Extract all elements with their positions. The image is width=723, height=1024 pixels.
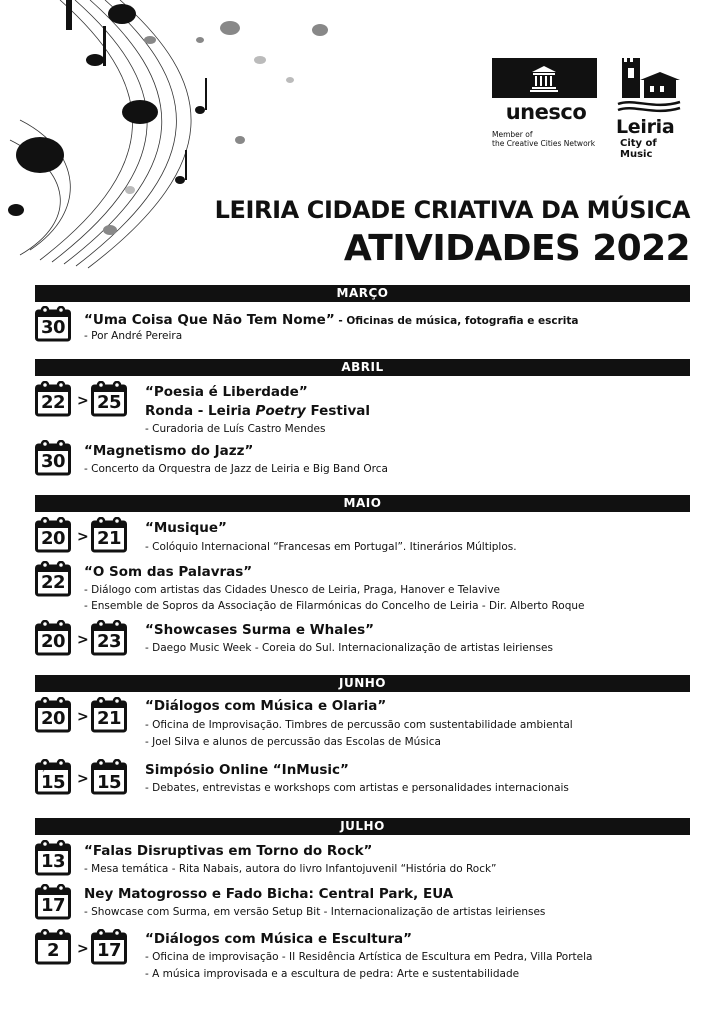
- event-title-part: Festival: [305, 403, 370, 419]
- range-arrow: >: [77, 941, 89, 957]
- event-detail: - Diálogo com artistas das Cidades Unesco de Leiria, Praga, Hanover e Telavive: [84, 584, 501, 596]
- calendar-icon: [35, 759, 71, 795]
- range-arrow: >: [77, 709, 89, 725]
- calendar-icon: [91, 620, 127, 656]
- event-detail: - Showcase com Surma, em versão Setup Bit - Internacionalização de artistas leirienses: [84, 906, 546, 918]
- calendar-icon: [35, 561, 71, 597]
- event-inline-desc: - Oficinas de música, fotografia e escrita: [334, 315, 579, 327]
- event-title: “Magnetismo do Jazz”: [84, 443, 254, 459]
- calendar-month-label: OUTUBRO: [93, 765, 125, 772]
- event-detail: - Oficina de Improvisação. Timbres de percussão com sustentabilidade ambiental: [145, 719, 573, 731]
- month-header-abril: ABRIL: [35, 359, 690, 376]
- calendar-day: 21: [96, 528, 122, 549]
- calendar-icon: [35, 306, 71, 342]
- calendar-icon: [35, 840, 71, 876]
- calendar-icon: [91, 697, 127, 733]
- page-subtitle: ATIVIDADES 2022: [343, 228, 690, 269]
- calendar-day: 30: [40, 451, 66, 472]
- unesco-name: unesco: [505, 100, 587, 124]
- event-detail: - Daego Music Week - Coreia do Sul. Internacionalização de artistas leirienses: [145, 642, 553, 654]
- calendar-day: 25: [96, 392, 122, 413]
- event-detail: - Por André Pereira: [84, 330, 183, 342]
- leiria-subtitle: City of Music: [620, 138, 657, 160]
- event-detail: - Concerto da Orquestra de Jazz de Leiria e Big Band Orca: [84, 463, 388, 475]
- event-title-part: Ronda - Leiria: [145, 403, 256, 419]
- unesco-logo-box: [492, 58, 597, 98]
- event-title: “Musique”: [145, 520, 227, 536]
- range-arrow: >: [77, 393, 89, 409]
- event-title-secondary: [145, 403, 370, 420]
- event-title-text: “Uma Coisa Que Não Tem Nome”: [84, 312, 335, 328]
- calendar-day: 20: [40, 528, 66, 549]
- calendar-day: 20: [40, 708, 66, 729]
- month-header-junho: JUNHO: [35, 675, 690, 692]
- event-title: Ney Matogrosso e Fado Bicha: Central Park, EUA: [84, 886, 454, 902]
- unesco-subtitle: [492, 130, 612, 148]
- calendar-day: 20: [40, 631, 66, 652]
- calendar-day: 22: [40, 392, 66, 413]
- calendar-icon: [35, 929, 71, 965]
- range-arrow: >: [77, 632, 89, 648]
- calendar-day: 22: [40, 572, 66, 593]
- event-detail: - Mesa temática - Rita Nabais, autora do livro Infantojuvenil “História do Rock”: [84, 863, 497, 875]
- event-detail: - Colóquio Internacional “Francesas em Portugal”. Itinerários Múltiplos.: [145, 541, 517, 553]
- calendar-icon: [35, 884, 71, 920]
- event-detail: - Debates, entrevistas e workshops com artistas e personalidades internacionais: [145, 782, 569, 794]
- unesco-subtitle-line1: Member of: [492, 130, 533, 139]
- calendar-day: 13: [40, 851, 66, 872]
- event-detail: - A música improvisada e a escultura de pedra: Arte e sustentabilidade: [145, 968, 520, 980]
- event-title: “O Som das Palavras”: [84, 564, 253, 580]
- calendar-icon: [35, 381, 71, 417]
- event-detail: - Curadoria de Luís Castro Mendes: [145, 423, 326, 435]
- calendar-day: 30: [40, 317, 66, 338]
- calendar-day: 17: [40, 895, 66, 916]
- calendar-day: 2: [46, 940, 60, 961]
- calendar-icon: [91, 517, 127, 553]
- event-title: “Falas Disruptivas em Torno do Rock”: [84, 843, 373, 859]
- page-title: LEIRIA CIDADE CRIATIVA DA MÚSICA: [214, 196, 690, 224]
- event-title: “Diálogos com Música e Olaria”: [145, 698, 387, 714]
- calendar-day: 15: [40, 772, 66, 793]
- event-title: Simpósio Online “InMusic”: [145, 762, 349, 778]
- leiria-name: Leiria: [616, 116, 675, 138]
- calendar-day: 15: [96, 772, 122, 793]
- calendar-icon: [35, 517, 71, 553]
- month-header-marco: MARÇO: [35, 285, 690, 302]
- calendar-icon: [35, 440, 71, 476]
- event-title: [84, 312, 578, 330]
- calendar-day: 23: [96, 631, 122, 652]
- calendar-icon: [35, 697, 71, 733]
- unesco-subtitle-line2: the Creative Cities Network: [492, 139, 596, 148]
- calendar-icon: [91, 929, 127, 965]
- calendar-day: 21: [96, 708, 122, 729]
- event-title: “Poesia é Liberdade”: [145, 384, 308, 400]
- range-arrow: >: [77, 529, 89, 545]
- event-detail: - Joel Silva e alunos de percussão das Escolas de Música: [145, 736, 441, 748]
- month-header-julho: JULHO: [35, 818, 690, 835]
- event-title: “Showcases Surma e Whales”: [145, 622, 375, 638]
- calendar-day: 17: [96, 940, 122, 961]
- event-title: “Diálogos com Música e Escultura”: [145, 931, 413, 947]
- temple-icon: [492, 58, 597, 98]
- event-detail: - Oficina de improvisação - II Residência Artística de Escultura em Pedra, Villa Portela: [145, 951, 593, 963]
- calendar-icon: [91, 759, 127, 795]
- calendar-month-label: JUNHO: [43, 765, 63, 772]
- calendar-icon: [91, 381, 127, 417]
- month-header-maio: MAIO: [35, 495, 690, 512]
- event-title-italic: Poetry: [255, 403, 306, 419]
- calendar-icon: [35, 620, 71, 656]
- event-detail: - Ensemble de Sopros da Associação de Filarmónicas do Concelho de Leiria - Dir. Alberto Roque: [84, 600, 585, 612]
- range-arrow: >: [77, 771, 89, 787]
